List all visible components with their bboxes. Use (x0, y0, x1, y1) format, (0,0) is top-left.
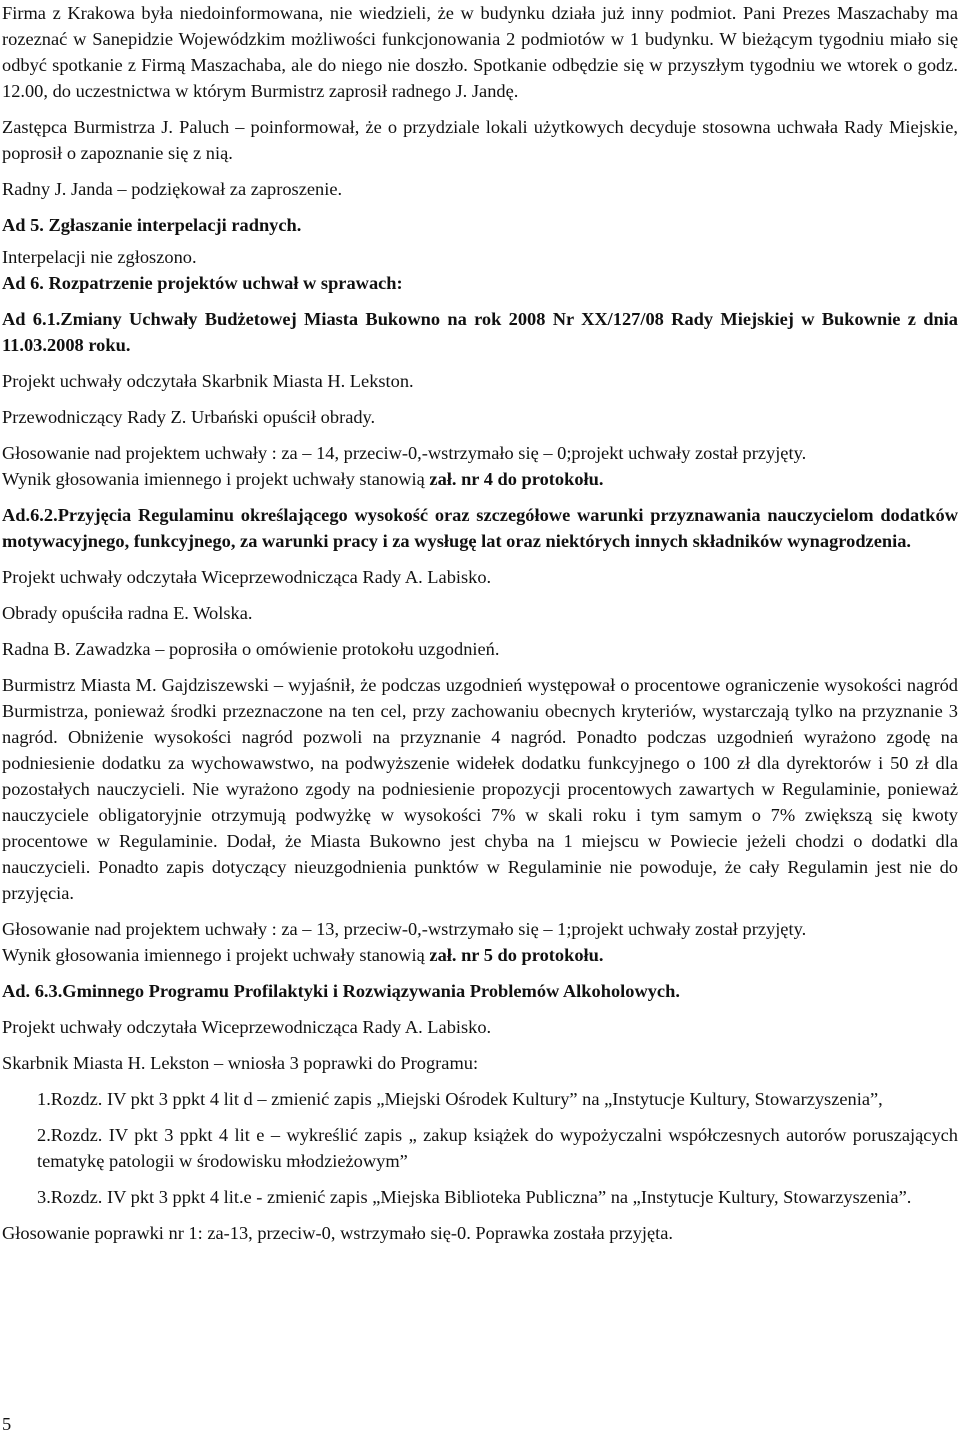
paragraph: Głosowanie poprawki nr 1: za-13, przeciw-0, wstrzymało się-0. Poprawka została przyjęta. (2, 1223, 674, 1243)
paragraph: Projekt uchwały odczytała Wiceprzewodnicząca Rady A. Labisko. (2, 567, 492, 587)
paragraph: Radna B. Zawadzka – poprosiła o omówienie protokołu uzgodnień. (2, 639, 500, 659)
paragraph (2, 466, 958, 492)
paragraph: Projekt uchwały odczytała Wiceprzewodnicząca Rady A. Labisko. (2, 1017, 492, 1037)
attachment-reference: zał. nr 5 do protokołu. (429, 945, 604, 965)
paragraph: Zastępca Burmistrza J. Paluch – poinformował, że o przydziale lokali użytkowych decyduje stosowna uchwała Rady Miejskie, poprosił o zapoznanie się z nią. (2, 117, 958, 163)
list-item: 1.Rozdz. IV pkt 3 ppkt 4 lit d – zmienić zapis „Miejski Ośrodek Kultury” na „Instytucje Kultury, Stowarzyszenia”, (37, 1089, 883, 1109)
paragraph: Projekt uchwały odczytała Skarbnik Miasta H. Lekston. (2, 371, 414, 391)
paragraph: Skarbnik Miasta H. Lekston – wniosła 3 poprawki do Programu: (2, 1053, 479, 1073)
vote-result-text: Wynik głosowania imiennego i projekt uchwały stanowią (2, 469, 430, 489)
paragraph (2, 942, 958, 968)
section-heading: Ad 6.1.Zmiany Uchwały Budżetowej Miasta Bukowno na rok 2008 Nr XX/127/08 Rady Miejskiej w Bukownie z dnia 11.03.2008 roku. (2, 309, 958, 355)
page-number: 5 (2, 1414, 12, 1434)
page-content (2, 0, 958, 1246)
section-heading: Ad 5. Zgłaszanie interpelacji radnych. (2, 215, 302, 235)
vote-result-text: Wynik głosowania imiennego i projekt uchwały stanowią (2, 945, 430, 965)
paragraph: Firma z Krakowa była niedoinformowana, nie wiedzieli, że w budynku działa już inny podmiot. Pani Prezes Maszachaby ma rozeznać w Sanepidzie Wojewódzkim możliwości funkcjonowania 2 podmiotów w 1 budynku. W bieżącym tygodniu miało się odbyć spotkanie z Firmą Maszachaba, ale do niego nie doszło. Spotkanie odbędzie się w przyszłym tygodniu we wtorek o godz. 12.00, do uczestnictwa w którym Burmistrz zaprosił radnego J. Jandę. (2, 3, 958, 101)
amendment-list (2, 1086, 958, 1210)
attachment-reference: zał. nr 4 do protokołu. (429, 469, 604, 489)
paragraph: Głosowanie nad projektem uchwały : za – 14, przeciw-0,-wstrzymało się – 0;projekt uchwały został przyjęty. (2, 443, 807, 463)
paragraph: Przewodniczący Rady Z. Urbański opuścił obrady. (2, 407, 376, 427)
paragraph: Interpelacji nie zgłoszono. (2, 247, 197, 267)
list-item: 3.Rozdz. IV pkt 3 ppkt 4 lit.e - zmienić zapis „Miejska Biblioteka Publiczna” na „Instytucje Kultury, Stowarzyszenia”. (37, 1187, 912, 1207)
section-heading: Ad 6. Rozpatrzenie projektów uchwał w sprawach: (2, 273, 403, 293)
paragraph: Burmistrz Miasta M. Gajdziszewski – wyjaśnił, że podczas uzgodnień występował o procentowe ograniczenie wysokości nagród Burmistrza, ponieważ środki przeznaczone na ten cel, przy zachowaniu obecnych kryteriów, wystarczają tylko na przyznanie 3 nagród. Obniżenie wysokości nagród pozwoli na przyznanie 4 nagród. Ponadto podczas uzgodnień wyrażono zgodę na podniesienie dodatku za wychowawstwo, na podwyższenie widełek dodatku funkcyjnego o 100 zł dla dyrektorów i 50 zł dla pozostałych nauczycieli. Nie wyrażono zgody na podniesienie propozycji procentowych zawartych w Regulaminie, ponieważ nauczyciele obligatoryjnie otrzymują podwyżkę w wysokości 7% w skali roku i tym samym o 7% zwiększą się kwoty procentowe w Regulaminie. Dodał, że Miasta Bukowno jest chyba na 1 miejscu w Powiecie jeżeli chodzi o dodatki dla nauczycieli. Ponadto zapis dotyczący nieuzgodnienia punktów w Regulaminie nie powoduje, że cały Regulamin jest nie do przyjęcia. (2, 675, 958, 903)
list-item: 2.Rozdz. IV pkt 3 ppkt 4 lit e – wykreślić zapis „ zakup książek do wypożyczalni współczesnych autorów poruszających tematykę patologii w środowisku młodzieżowym” (37, 1125, 958, 1171)
paragraph: Radny J. Janda – podziękował za zaproszenie. (2, 179, 343, 199)
paragraph: Głosowanie nad projektem uchwały : za – 13, przeciw-0,-wstrzymało się – 1;projekt uchwały został przyjęty. (2, 919, 807, 939)
section-heading: Ad. 6.3.Gminnego Programu Profilaktyki i Rozwiązywania Problemów Alkoholowych. (2, 981, 680, 1001)
section-heading: Ad.6.2.Przyjęcia Regulaminu określającego wysokość oraz szczegółowe warunki przyznawania nauczycielom dodatków motywacyjnego, funkcyjnego, za warunki pracy i za wysługę lat oraz niektórych innych składników wynagrodzenia. (2, 505, 958, 551)
paragraph: Obrady opuściła radna E. Wolska. (2, 603, 253, 623)
